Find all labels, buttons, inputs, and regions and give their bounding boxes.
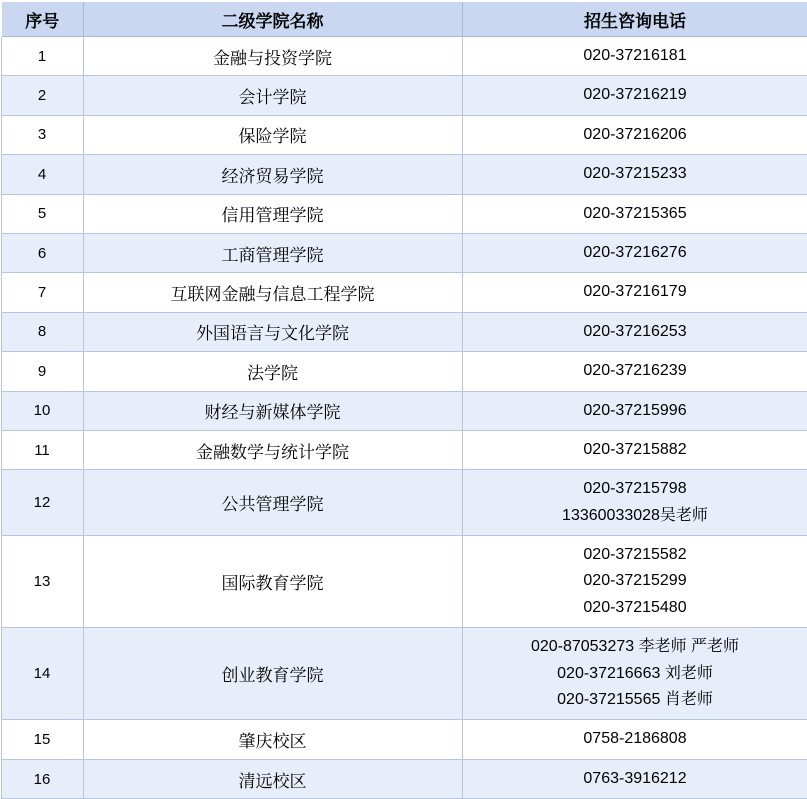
table-row xyxy=(1,759,807,798)
cell-index: 8 xyxy=(1,312,83,351)
cell-phone xyxy=(462,194,807,233)
phone-line: 020-37216253 xyxy=(583,319,686,345)
phone-list xyxy=(463,273,807,311)
phone-list xyxy=(463,116,807,154)
cell-phone xyxy=(462,115,807,154)
cell-college-name: 外国语言与文化学院 xyxy=(83,312,462,351)
cell-index: 4 xyxy=(1,155,83,194)
phone-line: 020-37216179 xyxy=(583,279,686,305)
cell-phone xyxy=(462,155,807,194)
cell-college-name: 经济贸易学院 xyxy=(83,155,462,194)
phone-list xyxy=(463,313,807,351)
cell-phone xyxy=(462,233,807,272)
phone-list xyxy=(463,234,807,272)
phone-list xyxy=(463,195,807,233)
table-row xyxy=(1,470,807,536)
phone-line: 020-87053273 李老师 严老师 xyxy=(531,634,739,660)
cell-college-name: 财经与新媒体学院 xyxy=(83,391,462,430)
cell-phone xyxy=(462,312,807,351)
cell-index: 6 xyxy=(1,233,83,272)
cell-index: 1 xyxy=(1,37,83,76)
table-row xyxy=(1,37,807,76)
cell-index: 13 xyxy=(1,536,83,628)
table-row xyxy=(1,273,807,312)
phone-list xyxy=(463,628,807,719)
cell-college-name: 保险学院 xyxy=(83,115,462,154)
table-row xyxy=(1,536,807,628)
table-row xyxy=(1,76,807,115)
cell-college-name: 法学院 xyxy=(83,352,462,391)
cell-phone xyxy=(462,720,807,759)
phone-line: 020-37216181 xyxy=(583,43,686,69)
phone-line: 020-37215365 xyxy=(583,201,686,227)
cell-phone xyxy=(462,273,807,312)
cell-index: 3 xyxy=(1,115,83,154)
phone-line: 020-37215582 xyxy=(583,542,686,568)
cell-college-name: 工商管理学院 xyxy=(83,233,462,272)
cell-phone xyxy=(462,430,807,469)
cell-college-name: 互联网金融与信息工程学院 xyxy=(83,273,462,312)
phone-list xyxy=(463,470,807,535)
cell-phone xyxy=(462,628,807,720)
cell-index: 16 xyxy=(1,759,83,798)
cell-phone xyxy=(462,759,807,798)
phone-line: 020-37216219 xyxy=(583,82,686,108)
table-row xyxy=(1,391,807,430)
column-header-college: 二级学院名称 xyxy=(83,1,462,37)
cell-index: 11 xyxy=(1,430,83,469)
phone-line: 020-37216206 xyxy=(583,122,686,148)
table-row xyxy=(1,115,807,154)
cell-phone xyxy=(462,76,807,115)
cell-college-name: 会计学院 xyxy=(83,76,462,115)
cell-index: 10 xyxy=(1,391,83,430)
table-row xyxy=(1,233,807,272)
phone-list xyxy=(463,720,807,758)
cell-phone xyxy=(462,352,807,391)
table-row xyxy=(1,155,807,194)
cell-index: 14 xyxy=(1,628,83,720)
phone-line: 020-37215299 xyxy=(583,568,686,594)
phone-line: 020-37215996 xyxy=(583,398,686,424)
cell-college-name: 金融数学与统计学院 xyxy=(83,430,462,469)
phone-list xyxy=(463,37,807,75)
cell-index: 12 xyxy=(1,470,83,536)
cell-phone xyxy=(462,391,807,430)
phone-line: 020-37216239 xyxy=(583,358,686,384)
column-header-phone: 招生咨询电话 xyxy=(462,1,807,37)
phone-line: 020-37215565 肖老师 xyxy=(557,687,713,713)
cell-college-name: 金融与投资学院 xyxy=(83,37,462,76)
table-row xyxy=(1,194,807,233)
phone-list xyxy=(463,760,807,798)
cell-index: 2 xyxy=(1,76,83,115)
phone-line: 13360033028吴老师 xyxy=(562,503,708,529)
cell-phone xyxy=(462,536,807,628)
phone-line: 020-37215233 xyxy=(583,161,686,187)
phone-line: 0763-3916212 xyxy=(583,766,686,792)
table-row xyxy=(1,312,807,351)
phone-list xyxy=(463,392,807,430)
cell-index: 7 xyxy=(1,273,83,312)
phone-list xyxy=(463,431,807,469)
table-row xyxy=(1,352,807,391)
phone-line: 020-37215882 xyxy=(583,437,686,463)
cell-college-name: 创业教育学院 xyxy=(83,628,462,720)
phone-line: 020-37216276 xyxy=(583,240,686,266)
cell-phone xyxy=(462,37,807,76)
cell-college-name: 信用管理学院 xyxy=(83,194,462,233)
table-body xyxy=(1,37,807,799)
table-header xyxy=(1,1,807,37)
phone-line: 020-37215798 xyxy=(583,476,686,502)
phone-list xyxy=(463,155,807,193)
phone-line: 0758-2186808 xyxy=(583,726,686,752)
cell-index: 15 xyxy=(1,720,83,759)
column-header-index: 序号 xyxy=(1,1,83,37)
phone-list xyxy=(463,536,807,627)
table-row xyxy=(1,720,807,759)
cell-college-name: 清远校区 xyxy=(83,759,462,798)
cell-phone xyxy=(462,470,807,536)
table-row xyxy=(1,430,807,469)
phone-line: 020-37215480 xyxy=(583,595,686,621)
cell-college-name: 肇庆校区 xyxy=(83,720,462,759)
cell-college-name: 国际教育学院 xyxy=(83,536,462,628)
phone-list xyxy=(463,76,807,114)
table-header-row xyxy=(1,1,807,37)
cell-index: 5 xyxy=(1,194,83,233)
table-row xyxy=(1,628,807,720)
cell-college-name: 公共管理学院 xyxy=(83,470,462,536)
phone-line: 020-37216663 刘老师 xyxy=(557,661,713,687)
cell-index: 9 xyxy=(1,352,83,391)
phone-list xyxy=(463,352,807,390)
